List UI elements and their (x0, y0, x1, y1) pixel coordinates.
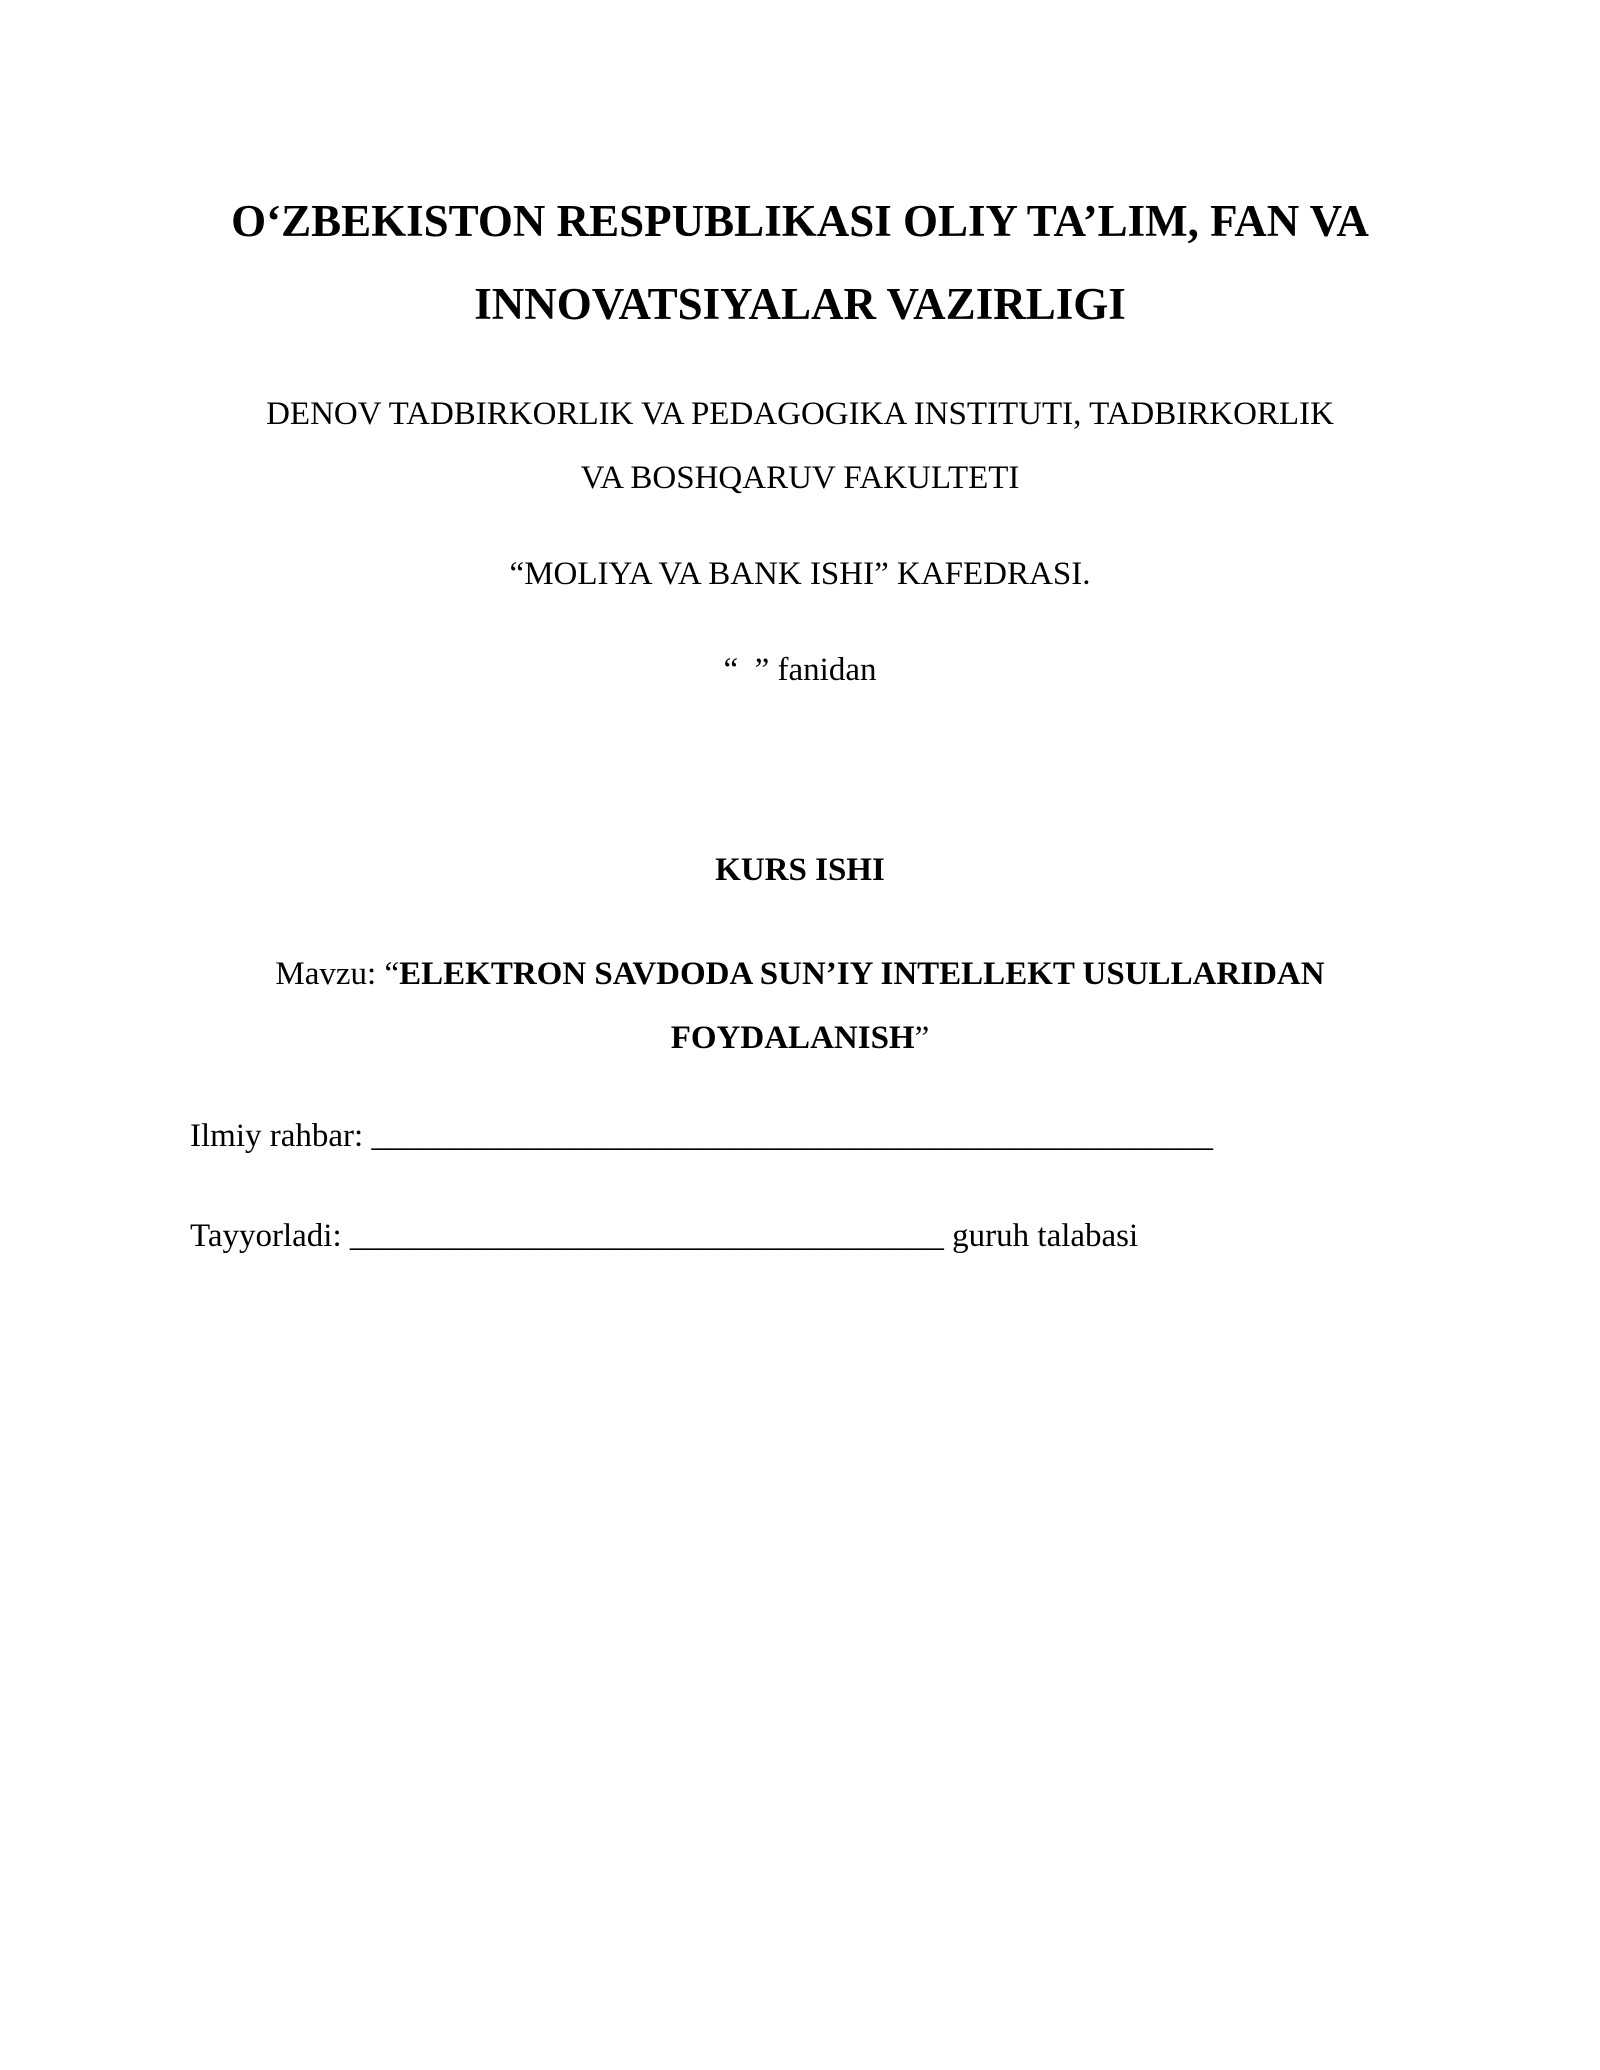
advisor-blank: ___________________________________________________ (371, 1118, 1213, 1154)
topic-prefix: Mavzu: “ (275, 956, 400, 992)
advisor-row (190, 1108, 1410, 1164)
topic-block (190, 942, 1410, 1070)
topic-title-line1: ELEKTRON SAVDODA SUN’IY INTELLEKT USULLARIDAN (399, 956, 1325, 992)
institute-heading (190, 382, 1410, 510)
institute-heading-line1: DENOV TADBIRKORLIK VA PEDAGOGIKA INSTITUTI, TADBIRKORLIK (266, 396, 1334, 432)
prepared-suffix: guruh talabasi (943, 1218, 1139, 1254)
prepared-blank: ____________________________________ (349, 1218, 944, 1254)
institute-heading-line2: VA BOSHQARUV FAKULTETI (580, 460, 1020, 496)
topic-suffix: ” (914, 1020, 930, 1056)
prepared-label: Tayyorladi: (190, 1218, 350, 1254)
work-type-title: KURS ISHI (715, 852, 885, 888)
topic-line1 (190, 942, 1410, 1006)
ministry-heading-line2: INNOVATSIYALAR VAZIRLIGI (474, 279, 1126, 329)
subject-line: “ ” fanidan (723, 652, 877, 688)
ministry-heading-line1: O‘ZBEKISTON RESPUBLIKASI OLIY TA’LIM, FAN VA (231, 196, 1369, 246)
topic-title-line2: FOYDALANISH (670, 1020, 915, 1056)
advisor-label: Ilmiy rahbar: (190, 1118, 372, 1154)
ministry-heading (190, 180, 1410, 346)
department-heading: “MOLIYA VA BANK ISHI” KAFEDRASI. (509, 556, 1091, 592)
topic-line2 (190, 1006, 1410, 1070)
prepared-row (190, 1208, 1410, 1264)
